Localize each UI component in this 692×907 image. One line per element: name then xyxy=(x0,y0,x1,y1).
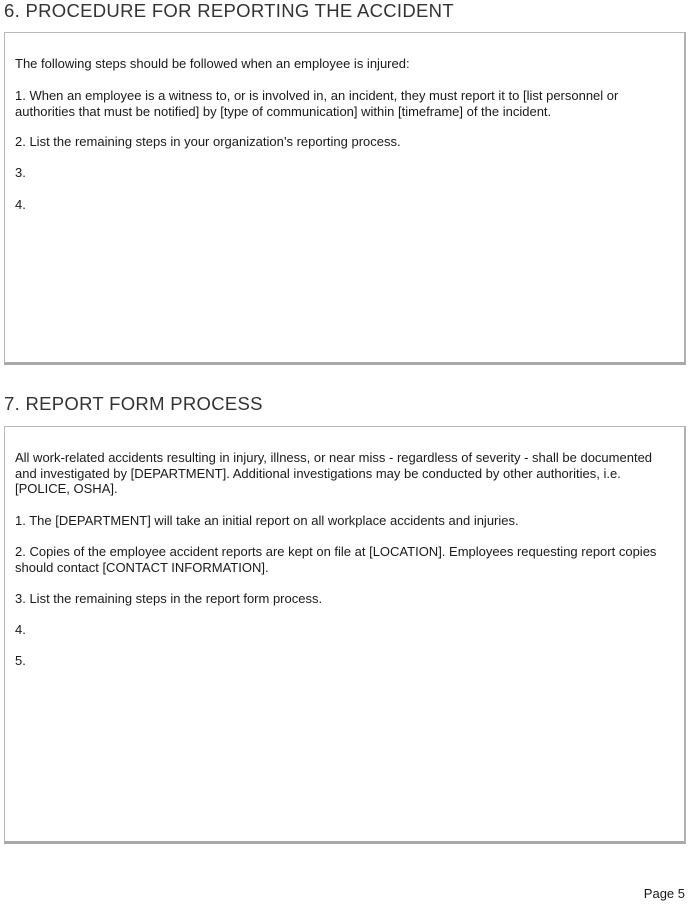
section-7-step-3: 3. List the remaining steps in the report form process. xyxy=(15,591,323,606)
section-6-step-4: 4. xyxy=(15,197,26,212)
section-7-intro: All work-related accidents resulting in injury, illness, or near miss - regardless of severity - shall be documented and investigated by [DEPARTMENT]. Additional investigations may be conducted by other authorities, i.e. [POLICE, OSHA]. xyxy=(15,450,653,496)
section-6-content-box xyxy=(4,32,686,365)
section-7-heading: 7. REPORT FORM PROCESS xyxy=(4,393,263,414)
section-7-step-5: 5. xyxy=(15,653,26,668)
section-6-step-2: 2. List the remaining steps in your organization’s reporting process. xyxy=(15,134,401,149)
section-7-content-box xyxy=(4,426,686,844)
section-6-intro: The following steps should be followed when an employee is injured: xyxy=(15,56,410,71)
section-7-step-4: 4. xyxy=(15,622,26,637)
section-6-step-3: 3. xyxy=(15,165,26,180)
section-6-heading: 6. PROCEDURE FOR REPORTING THE ACCIDENT xyxy=(4,0,454,21)
section-6-step-1: 1. When an employee is a witness to, or is involved in, an incident, they must report it to [list personnel or authorities that must be notified] by [type of communication] within [timeframe] of the incident. xyxy=(15,88,619,119)
section-7-step-1: 1. The [DEPARTMENT] will take an initial report on all workplace accidents and injuries. xyxy=(15,513,519,528)
page-number: Page 5 xyxy=(643,886,685,901)
section-7-step-2: 2. Copies of the employee accident reports are kept on file at [LOCATION]. Employees requesting report copies should contact [CONTACT INFORMATION]. xyxy=(15,544,657,575)
